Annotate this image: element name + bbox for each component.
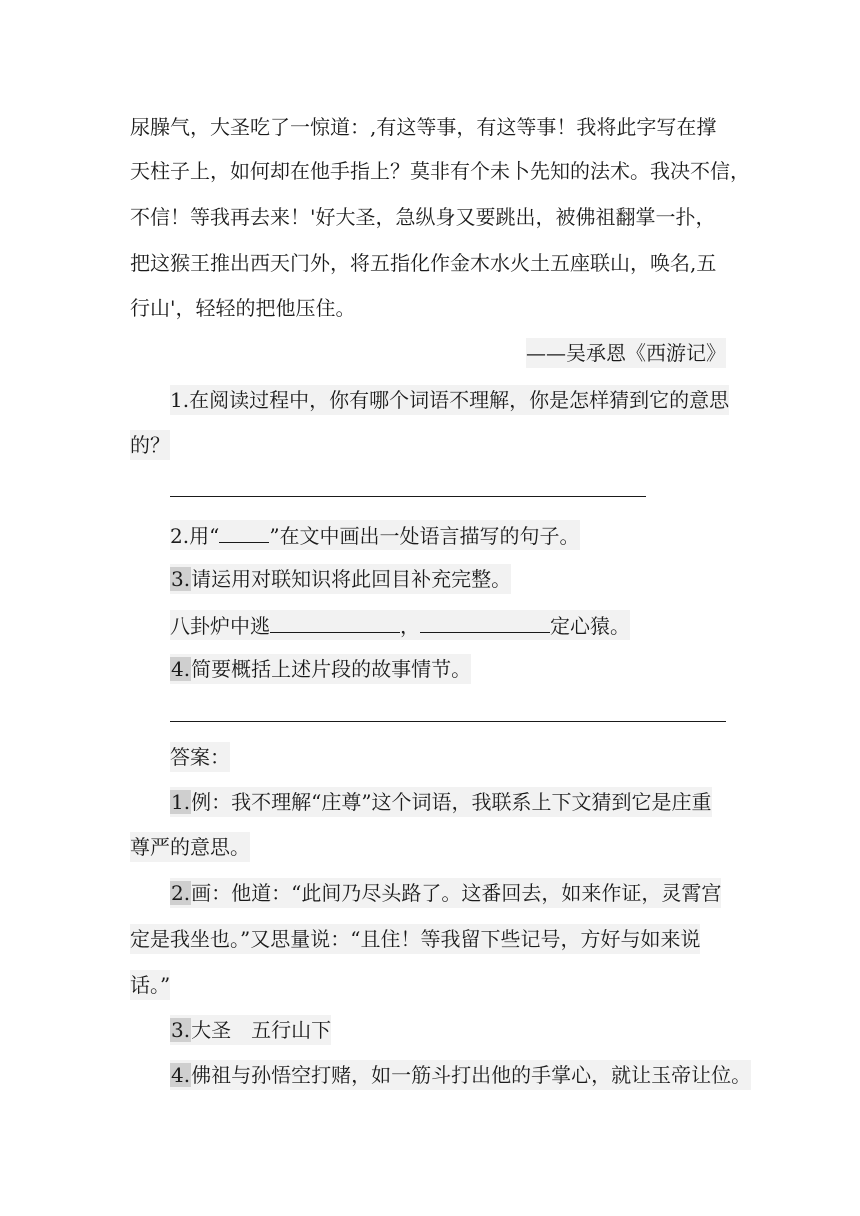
couplet-prefix: 八卦炉中逃	[170, 614, 270, 638]
answer-1-text-1: 例：我不理解“庄尊”这个词语，我联系上下文猜到它是庄重	[191, 790, 712, 814]
question-2-before: 2.用“	[170, 524, 220, 548]
passage-source: ——吴承恩《西游记》	[526, 338, 726, 368]
answer-4-text: 佛祖与孙悟空打赌，如一筋斗打出他的手掌心，就让玉帝让位。	[191, 1063, 752, 1087]
question-1-line-1: 1.在阅读过程中，你有哪个词语不理解，你是怎样猜到它的意思	[170, 385, 729, 415]
answer-3-text: 大圣 五行山下	[191, 1018, 332, 1042]
answer-4	[170, 1060, 751, 1090]
question-4	[170, 654, 471, 684]
answer-2-line-2: 定是我坐也。”又思量说：“且住！等我留下些记号，方好与如来说	[130, 924, 700, 954]
answer-4-number: 4.	[171, 1063, 191, 1087]
answer-1-line-2: 尊严的意思。	[130, 832, 250, 862]
question-4-answer-line[interactable]	[170, 721, 726, 722]
question-1-line-2: 的？	[130, 430, 170, 460]
answer-2-line-1	[170, 878, 721, 908]
question-3-number: 3.	[171, 567, 191, 591]
couplet-blank-2[interactable]	[420, 610, 550, 633]
question-3	[170, 564, 511, 594]
passage-line-5: 行山'，轻轻的把他压住。	[130, 296, 356, 320]
answer-2-text-1: 画：他道：“此间乃尽头路了。这番回去，如来作证，灵霄宫	[191, 881, 722, 905]
answer-1-number: 1.	[171, 790, 191, 814]
answer-3	[170, 1015, 331, 1045]
question-2-after: ”在文中画出一处语言描写的句子。	[269, 524, 580, 548]
question-4-text: 简要概括上述片段的故事情节。	[191, 657, 472, 681]
question-4-number: 4.	[171, 657, 191, 681]
question-2-underline-sample	[219, 520, 269, 543]
answer-2-number: 2.	[171, 881, 191, 905]
passage-line-2: 天柱子上，如何却在他手指上？莫非有个未卜先知的法术。我决不信，	[130, 159, 750, 183]
passage-line-4: 把这猴王推出西天门外，将五指化作金木水火土五座联山，唤名,五	[130, 251, 717, 275]
passage-line-3: 不信！等我再去来！'好大圣，急纵身又要跳出，被佛祖翻掌一扑，	[130, 205, 716, 229]
couplet-separator: ，	[400, 614, 420, 638]
question-1-answer-line[interactable]	[170, 496, 646, 497]
answers-heading: 答案：	[170, 742, 230, 772]
question-3-text: 请运用对联知识将此回目补充完整。	[191, 567, 512, 591]
couplet-suffix: 定心猿。	[550, 614, 630, 638]
answer-3-number: 3.	[171, 1018, 191, 1042]
passage-line-1: 尿臊气，大圣吃了一惊道：,有这等事，有这等事！我将此字写在撑	[130, 115, 717, 139]
couplet-line	[170, 610, 630, 640]
question-2	[170, 520, 580, 550]
answer-2-line-3: 话。”	[130, 970, 170, 1000]
couplet-blank-1[interactable]	[270, 610, 400, 633]
answer-1-line-1	[170, 787, 712, 817]
